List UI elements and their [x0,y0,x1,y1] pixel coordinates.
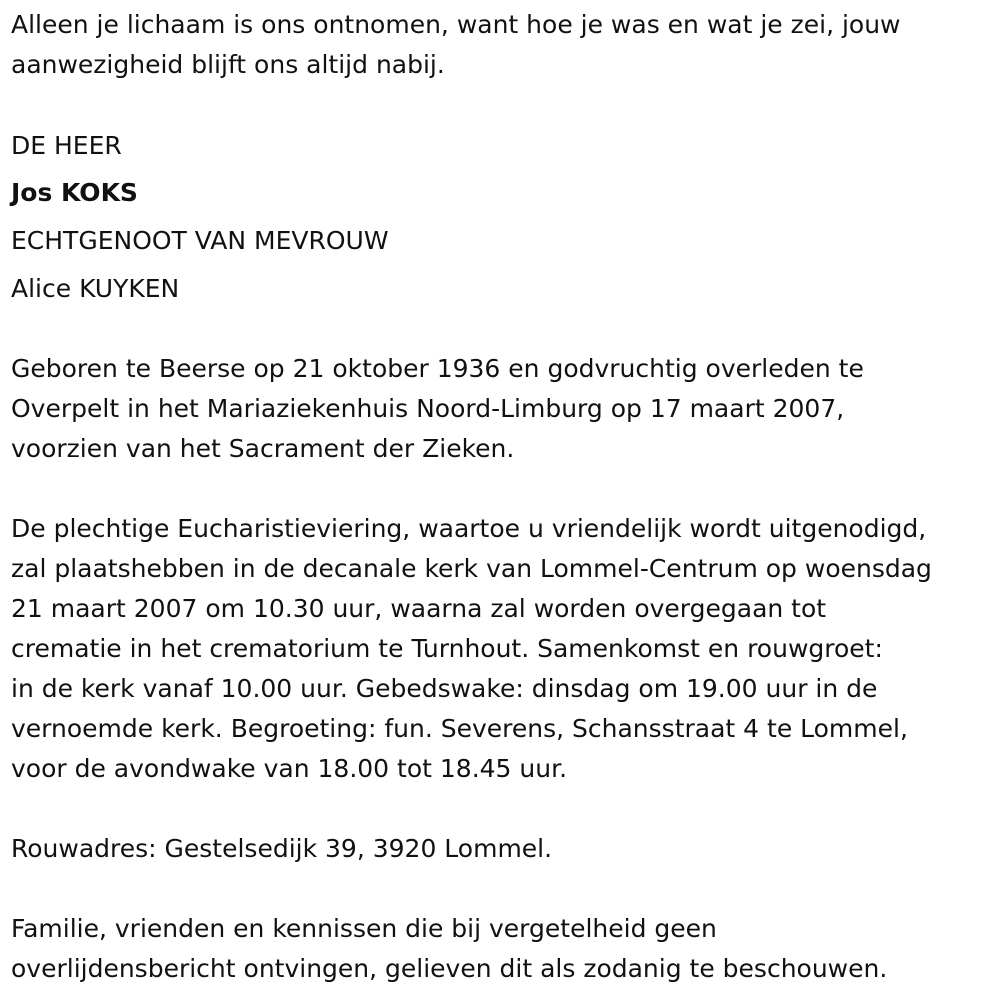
motto-line-1: Alleen je lichaam is ons ontnomen, want hoe je was en wat je zei, jouw [11,10,901,39]
mourning-address: Rouwadres: Gestelsedijk 39, 3920 Lommel. [11,834,553,863]
spouse-name: Alice KUYKEN [11,274,180,303]
birth-death-line-1: Geboren te Beerse op 21 oktober 1936 en godvruchtig overleden te [11,354,864,383]
birth-death-line-3: voorzien van het Sacrament der Zieken. [11,434,515,463]
ceremony-line-6: vernoemde kerk. Begroeting: fun. Severens, Schansstraat 4 te Lommel, [11,714,908,743]
birth-death-line-2: Overpelt in het Mariaziekenhuis Noord-Limburg op 17 maart 2007, [11,394,845,423]
motto-line-2: aanwezigheid blijft ons altijd nabij. [11,50,445,79]
deceased-name: Jos KOKS [11,178,138,207]
ceremony-line-1: De plechtige Eucharistieviering, waartoe u vriendelijk wordt uitgenodigd, [11,514,927,543]
notice-line-2: overlijdensbericht ontvingen, gelieven dit als zodanig te beschouwen. [11,954,888,983]
notice-line-1: Familie, vrienden en kennissen die bij vergetelheid geen [11,914,717,943]
honorific: DE HEER [11,131,122,160]
relation-line: ECHTGENOOT VAN MEVROUW [11,226,389,255]
ceremony-line-4: crematie in het crematorium te Turnhout. Samenkomst en rouwgroet: [11,634,883,663]
ceremony-line-2: zal plaatshebben in de decanale kerk van Lommel-Centrum op woensdag [11,554,932,583]
ceremony-line-7: voor de avondwake van 18.00 tot 18.45 uur. [11,754,568,783]
ceremony-line-5: in de kerk vanaf 10.00 uur. Gebedswake: dinsdag om 19.00 uur in de [11,674,878,703]
ceremony-line-3: 21 maart 2007 om 10.30 uur, waarna zal worden overgegaan tot [11,594,827,623]
